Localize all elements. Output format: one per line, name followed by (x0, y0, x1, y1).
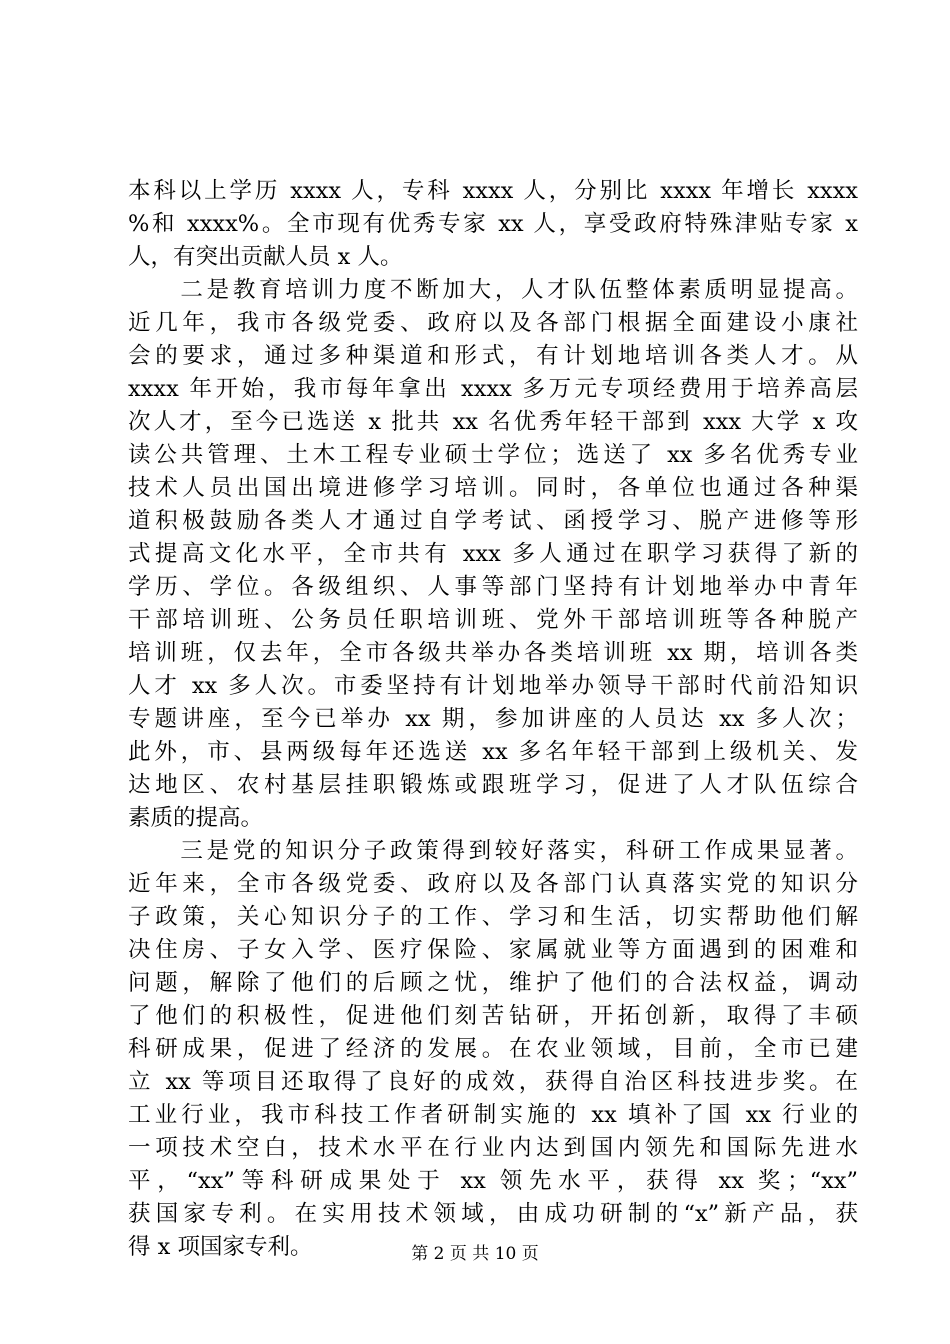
text-line: 问题，解除了他们的后顾之忧，维护了他们的合法权益，调动 (128, 970, 858, 996)
text-line: 近几年，我市各级党委、政府以及各部门根据全面建设小康社 (128, 310, 858, 336)
text-line: 学历、学位。各级组织、人事等部门坚持有计划地举办中青年 (128, 574, 858, 600)
text-line: 此外，市、县两级每年还选送 xx 多名年轻干部到上级机关、发 (128, 739, 858, 765)
text-line: 干部培训班、公务员任职培训班、党外干部培训班等各种脱产 (128, 607, 858, 633)
text-line: 本科以上学历 xxxx 人，专科 xxxx 人，分别比 xxxx 年增长 xxxx (128, 178, 858, 204)
text-line: 工业行业，我市科技工作者研制实施的 xx 填补了国 xx 行业的 (128, 1102, 858, 1128)
text-line: 科研成果，促进了经济的发展。在农业领域，目前，全市已建 (128, 1036, 858, 1062)
text-line: 式提高文化水平，全市共有 xxx 多人通过在职学习获得了新的 (128, 541, 858, 567)
text-line: 人，有突出贡献人员 x 人。 (128, 244, 403, 270)
document-body (128, 175, 858, 1264)
text-line: 获国家专利。在实用技术领域，由成功研制的“x”新产品，获 (128, 1201, 858, 1227)
text-line: 道积极鼓励各类人才通过自学考试、函授学习、脱产进修等形 (128, 508, 858, 534)
text-line: 立 xx 等项目还取得了良好的成效，获得自治区科技进步奖。在 (128, 1069, 858, 1095)
text-line: 培训班，仅去年，全市各级共举办各类培训班 xx 期，培训各类 (128, 640, 858, 666)
text-line: %和 xxxx%。全市现有优秀专家 xx 人，享受政府特殊津贴专家 x (128, 211, 858, 237)
text-line: 专题讲座，至今已举办 xx 期，参加讲座的人员达 xx 多人次； (128, 706, 858, 732)
text-line: 读公共管理、土木工程专业硕士学位；选送了 xx 多名优秀专业 (128, 442, 858, 468)
text-line: xxxx 年开始，我市每年拿出 xxxx 多万元专项经费用于培养高层 (128, 376, 858, 402)
text-line: 达地区、农村基层挂职锻炼或跟班学习，促进了人才队伍综合 (128, 772, 858, 798)
text-line: 决住房、子女入学、医疗保险、家属就业等方面遇到的困难和 (128, 937, 858, 963)
text-line: 平，“xx”等科研成果处于 xx 领先水平，获得 xx 奖；“xx” (128, 1168, 858, 1194)
text-line: 子政策，关心知识分子的工作、学习和生活，切实帮助他们解 (128, 904, 858, 930)
text-line: 次人才，至今已选送 x 批共 xx 名优秀年轻干部到 xxx 大学 x 攻 (128, 409, 858, 435)
text-line: 近年来，全市各级党委、政府以及各部门认真落实党的知识分 (128, 871, 858, 897)
text-line: 人才 xx 多人次。市委坚持有计划地举办领导干部时代前沿知识 (128, 673, 858, 699)
page-number-footer: 第 2 页 共 10 页 (411, 1244, 539, 1264)
text-line: 了他们的积极性，促进他们刻苦钻研，开拓创新，取得了丰硕 (128, 1003, 858, 1029)
text-line: 会的要求，通过多种渠道和形式，有计划地培训各类人才。从 (128, 343, 858, 369)
text-line: 素质的提高。 (128, 805, 264, 831)
text-line: 二是教育培训力度不断加大，人才队伍整体素质明显提高。 (128, 277, 858, 303)
text-line: 技术人员出国出境进修学习培训。同时，各单位也通过各种渠 (128, 475, 858, 501)
text-line: 得 x 项国家专利。 (128, 1234, 313, 1260)
text-line: 三是党的知识分子政策得到较好落实，科研工作成果显著。 (128, 838, 858, 864)
text-line: 一项技术空白，技术水平在行业内达到国内领先和国际先进水 (128, 1135, 858, 1161)
